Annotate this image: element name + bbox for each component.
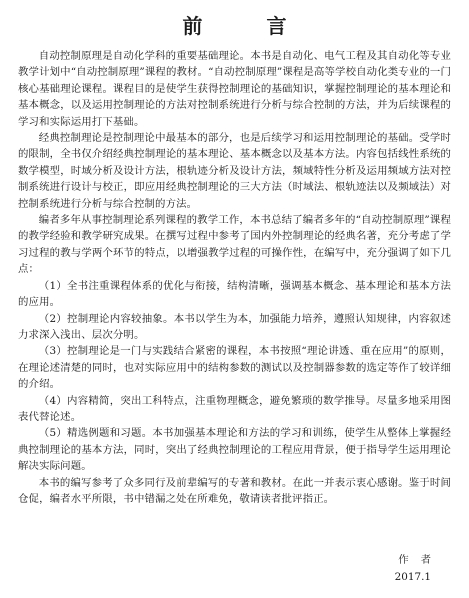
paragraph-point-1: （1）全书注重课程体系的优化与衔接，结构清晰，强调基本概念、基本理论和基本方法的应用。 — [18, 279, 451, 309]
paragraph-editor-experience: 编者多年从事控制理论系列课程的教学工作，本书总结了编者多年的“自动控制原理”课程的教学经验和教学研究成果。在撰写过程中参考了国内外控制理论的经典名著，充分考虑了学习过程的教与学两个环节的特点，以增强教学过程的可操作性，在编写中，充分强调了如下几点： — [18, 214, 451, 276]
signature-date: 2017.1 — [394, 571, 431, 583]
paragraph-point-4: （4）内容精简，突出工科特点，注重物理概念，避免繁琐的数学推导。尽量多地采用图表代替论述。 — [18, 394, 451, 423]
page-title: 前 言 — [182, 14, 309, 38]
paragraph-acknowledgement: 本书的编写参考了众多同行及前辈编写的专著和教材。在此一并表示衷心感谢。鉴于时间仓促，编者水平所限，书中错漏之处在所难免，敬请读者批评指正。 — [18, 476, 451, 505]
signature-author: 作者 — [398, 554, 443, 566]
paragraph-point-5: （5）精选例题和习题。本书加强基本理论和方法的学习和训练，使学生从整体上掌握经典控制理论的基本方法，同时，突出了经典控制理论的工程应用背景，便于指导学生运用理论解决实际问题。 — [18, 427, 451, 473]
preface-body — [18, 48, 451, 507]
signature-block — [394, 552, 443, 586]
paragraph-classical-theory: 经典控制理论是控制理论中最基本的部分，也是后续学习和运用控制理论的基础。受学时的限制，全书仅介绍经典控制理论的基本理论、基本概念以及基本方法。内容包括线性系统的数学模型，时域分析及设计方法，根轨迹分析及设计方法，频域特性分析及运用频域方法对控制系统进行设计与校正，即应用经典控制理论的三大方法（时域法、根轨迹法以及频域法）对控制系统进行分析与综合控制的方法。 — [18, 132, 451, 210]
paragraph-intro: 自动控制原理是自动化学科的重要基础理论。本书是自动化、电气工程及其自动化等专业教学计划中“自动控制原理”课程的教材。“自动控制原理”课程是高等学校自动化类专业的一门核心基础理论课程。课程目的是使学生获得控制理论的基础知识，掌握控制理论的基本理论和基本概念，以及运用控制理论的方法对控制系统进行分析与综合控制的方法，并为后续课程的学习和实际运用打下基础。 — [18, 50, 451, 128]
paragraph-point-2: （2）控制理论内容较抽象。本书以学生为本，加强能力培养，遵照认知规律，内容叙述力求深入浅出、层次分明。 — [18, 312, 451, 341]
paragraph-point-3: （3）控制理论是一门与实践结合紧密的课程，本书按照“理论讲透、重在应用”的原则，在理论述清楚的同时，也对实际应用中的结构参数的测试以及控制器参数的选定等作了较详细的介绍。 — [18, 345, 451, 391]
